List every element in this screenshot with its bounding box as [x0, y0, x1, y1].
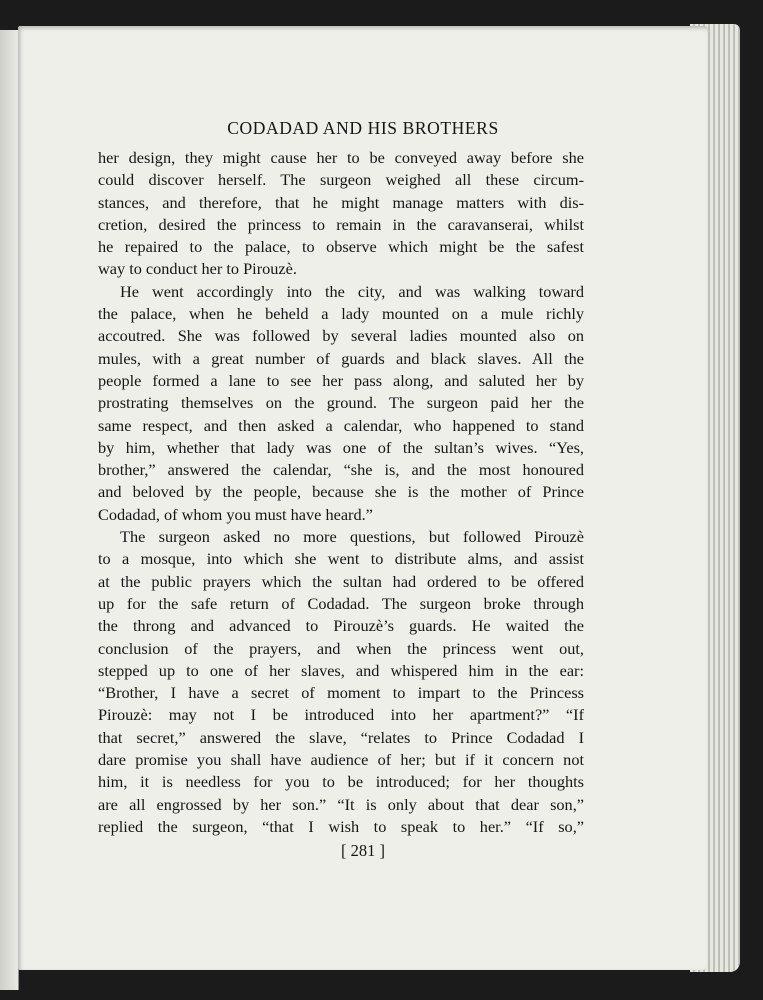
book-page	[18, 26, 708, 970]
text-line: people formed a lane to see her pass along, and saluted her by	[98, 370, 584, 390]
text-line: the palace, when he beheld a lady mounted on a mule richly	[98, 304, 584, 324]
text-line: mules, with a great number of guards and black slaves. All the	[98, 348, 584, 368]
text-line: her design, they might cause her to be conveyed away before she	[98, 148, 584, 167]
text-line: cretion, desired the princess to remain in the caravanserai, whilst	[98, 214, 584, 234]
text-line: conclusion of the prayers, and when the princess went out,	[98, 638, 584, 658]
text-line: way to conduct her to Pirouzè.	[98, 259, 297, 279]
text-line: “Brother, I have a secret of moment to impart to the Princess	[98, 683, 584, 703]
page-number: [ 281 ]	[341, 841, 385, 860]
text-line: brother,” answered the calendar, “she is, and the most honoured	[98, 460, 584, 480]
text-line: He went accordingly into the city, and was walking toward	[120, 281, 584, 301]
text-line: the throng and advanced to Pirouzè’s guards. He waited the	[98, 616, 584, 636]
text-line: stepped up to one of her slaves, and whispered him in the ear:	[98, 660, 584, 680]
text-line: could discover herself. The surgeon weighed all these circum-	[98, 170, 584, 190]
text-line: accoutred. She was followed by several ladies mounted also on	[98, 326, 584, 346]
text-line: The surgeon asked no more questions, but followed Pirouzè	[120, 527, 584, 547]
left-page-edge	[0, 30, 19, 990]
text-line: and beloved by the people, because she is the mother of Prince	[98, 482, 584, 502]
text-line: prostrating themselves on the ground. The surgeon paid her the	[98, 393, 584, 413]
text-line: dare promise you shall have audience of her; but if it concern not	[98, 750, 584, 770]
text-line: Codadad, of whom you must have heard.”	[98, 504, 373, 524]
body-text	[98, 147, 584, 838]
running-head: CODADAD AND HIS BROTHERS	[227, 118, 499, 138]
text-line: are all engrossed by her son.” “It is only about that dear son,”	[98, 794, 584, 814]
text-line: he repaired to the palace, to observe which might be the safest	[98, 237, 584, 257]
text-line: up for the safe return of Codadad. The surgeon broke through	[98, 593, 584, 613]
text-line: him, it is needless for you to be introduced; for her thoughts	[98, 772, 584, 792]
text-line: that secret,” answered the slave, “relates to Prince Codadad I	[98, 727, 584, 747]
text-line: Pirouzè: may not I be introduced into her apartment?” “If	[98, 705, 584, 725]
text-line: stances, and therefore, that he might manage matters with dis-	[98, 192, 584, 212]
text-line: replied the surgeon, “that I wish to speak to her.” “If so,”	[98, 816, 584, 836]
text-line: same respect, and then asked a calendar, who happened to stand	[98, 415, 584, 435]
text-line: to a mosque, into which she went to distribute alms, and assist	[98, 549, 584, 569]
text-line: by him, whether that lady was one of the sultan’s wives. “Yes,	[98, 437, 584, 457]
text-line: at the public prayers which the sultan had ordered to be offered	[98, 571, 584, 591]
